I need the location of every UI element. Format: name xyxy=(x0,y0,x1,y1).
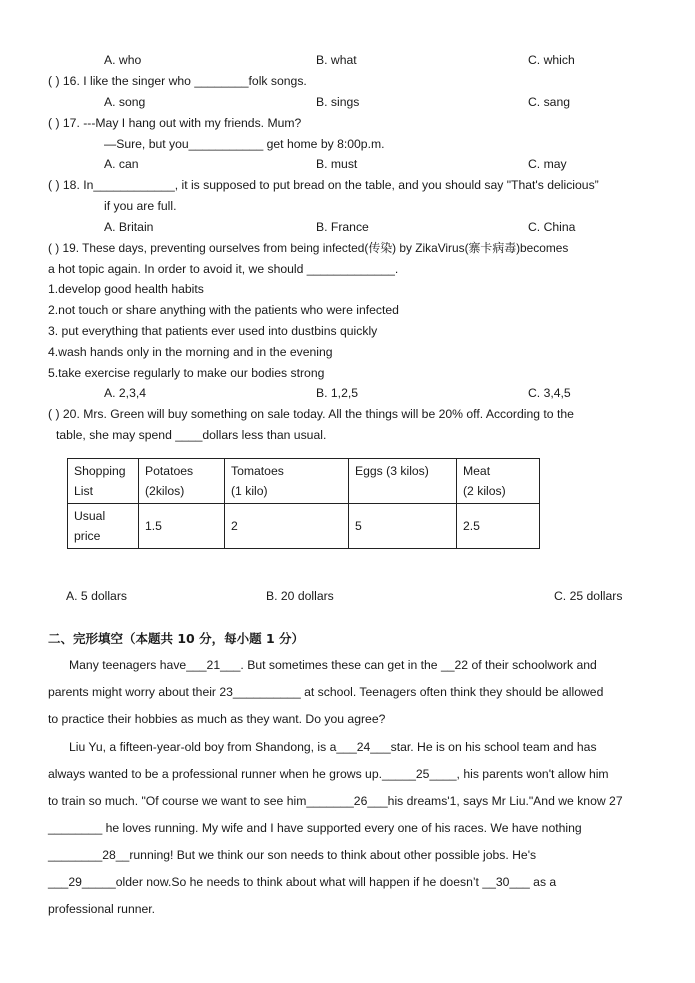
q17-stem: ( ) 17. ---May I hang out with my friends. Mum? xyxy=(48,116,302,130)
passage-line: parents might worry about their 23__________ at school. Teenagers often think they should be allowed xyxy=(48,685,604,699)
table-cell: Shopping List xyxy=(68,459,139,504)
q19-stem: ( ) 19. These days, preventing ourselves from being infected(传染) by ZikaVirus(寨卡病毒)becomes xyxy=(48,241,569,255)
table-row xyxy=(68,504,540,549)
passage-line: ________28__running! But we think our son needs to think about other possible jobs. He's xyxy=(48,848,537,862)
q20-option-c: C. 25 dollars xyxy=(554,589,623,603)
table-cell: Tomatoes (1 kilo) xyxy=(225,459,349,504)
passage-line: to practice their hobbies as much as they want. Do you agree? xyxy=(48,712,386,726)
q19-item: 1.develop good health habits xyxy=(48,282,204,296)
q16-option-a: A. song xyxy=(104,95,146,109)
q20-option-a: A. 5 dollars xyxy=(66,589,127,603)
table-cell: 1.5 xyxy=(139,504,225,549)
q17-reply: —Sure, but you___________ get home by 8:00p.m. xyxy=(104,137,385,151)
table-cell: 5 xyxy=(349,504,457,549)
q15-option-b: B. what xyxy=(316,53,357,67)
q16-option-b: B. sings xyxy=(316,95,360,109)
q15-option-a: A. who xyxy=(104,53,142,67)
passage-line: Many teenagers have___21___. But sometimes these can get in the __22 of their schoolwork and xyxy=(69,658,597,672)
q20-stem-continued: table, she may spend ____dollars less than usual. xyxy=(56,428,327,442)
passage-line: Liu Yu, a fifteen-year-old boy from Shandong, is a___24___star. He is on his school team and has xyxy=(69,740,597,754)
table-cell: Meat (2 kilos) xyxy=(457,459,540,504)
q19-item: 3. put everything that patients ever used into dustbins quickly xyxy=(48,324,378,338)
q20-option-b: B. 20 dollars xyxy=(266,589,334,603)
q18-option-b: B. France xyxy=(316,220,369,234)
q17-option-a: A. can xyxy=(104,157,139,171)
q19-item: 4.wash hands only in the morning and in the evening xyxy=(48,345,333,359)
table-cell: 2 xyxy=(225,504,349,549)
q18-option-c: C. China xyxy=(528,220,576,234)
q16-stem: ( ) 16. I like the singer who ________folk songs. xyxy=(48,74,307,88)
q18-stem: ( ) 18. In____________, it is supposed to put bread on the table, and you should say "That's delicious” xyxy=(48,178,599,192)
q19-item: 5.take exercise regularly to make our bodies strong xyxy=(48,366,325,380)
q17-option-b: B. must xyxy=(316,157,358,171)
q19-option-a: A. 2,3,4 xyxy=(104,386,147,400)
q19-option-c: C. 3,4,5 xyxy=(528,386,571,400)
q18-option-a: A. Britain xyxy=(104,220,154,234)
passage-line: professional runner. xyxy=(48,902,156,916)
table-cell: 2.5 xyxy=(457,504,540,549)
passage-line: ________ he loves running. My wife and I have supported every one of his races. We have nothing xyxy=(48,821,582,835)
section-heading: 二、完形填空（本题共 10 分，每小题 1 分） xyxy=(48,631,305,646)
q18-stem-continued: if you are full. xyxy=(104,199,177,213)
q19-option-b: B. 1,2,5 xyxy=(316,386,359,400)
price-table xyxy=(67,458,540,549)
table-cell: Eggs (3 kilos) xyxy=(349,459,457,504)
table-cell: Usual price xyxy=(68,504,139,549)
q17-option-c: C. may xyxy=(528,157,567,171)
table-cell: Potatoes (2kilos) xyxy=(139,459,225,504)
table-row xyxy=(68,459,540,504)
q20-stem: ( ) 20. Mrs. Green will buy something on sale today. All the things will be 20% off. According to the xyxy=(48,407,574,421)
q16-option-c: C. sang xyxy=(528,95,571,109)
q19-stem-continued: a hot topic again. In order to avoid it, we should _____________. xyxy=(48,262,399,276)
passage-line: always wanted to be a professional runner when he grows up._____25____, his parents won't allow him xyxy=(48,767,609,781)
q15-option-c: C. which xyxy=(528,53,575,67)
passage-line: ___29_____older now.So he needs to think about what will happen if he doesn’t __30___ as a xyxy=(48,875,557,889)
q19-item: 2.not touch or share anything with the patients who were infected xyxy=(48,303,399,317)
passage-line: to train so much. "Of course we want to see him_______26___his dreams'1, says Mr Liu."And we know 27 xyxy=(48,794,623,808)
